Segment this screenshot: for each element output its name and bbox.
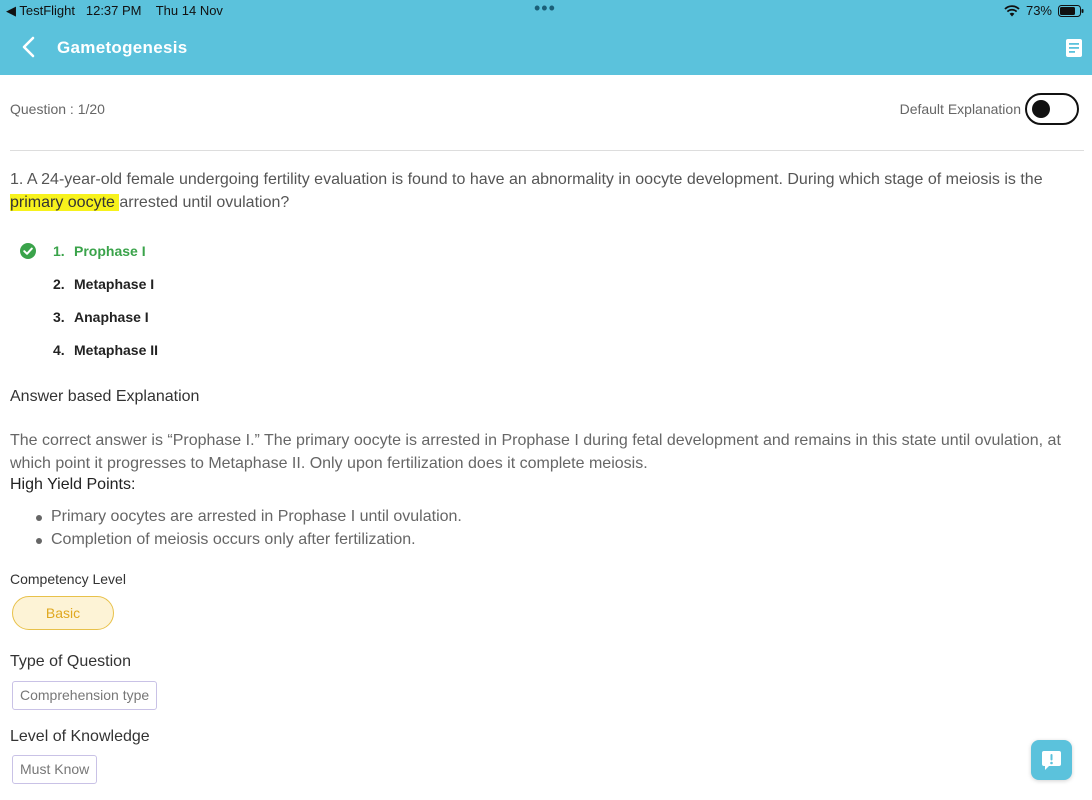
option-4[interactable] [53, 342, 158, 358]
check-circle-icon [20, 243, 36, 259]
multitasking-dots[interactable]: ••• [534, 0, 556, 18]
question-prefix: 1. A 24-year-old female undergoing fertility evaluation is found to have an abnormality in oocyte development. During which stage of meiosis is the [10, 171, 1043, 188]
notes-icon[interactable] [1066, 39, 1082, 57]
question-type-title: Type of Question [10, 653, 131, 670]
option-number: 1. [53, 243, 65, 259]
report-button[interactable] [1031, 740, 1072, 780]
testflight-back-link[interactable]: ◀ TestFlight [6, 3, 76, 18]
report-icon [1041, 750, 1062, 771]
status-time: 12:37 PM [85, 3, 142, 18]
question-counter: Question : 1/20 [10, 101, 105, 117]
explanation-title: Answer based Explanation [10, 388, 200, 405]
highlighted-text[interactable]: primary oocyte [10, 194, 120, 211]
default-explanation-toggle[interactable] [1025, 93, 1079, 125]
status-bar-left [6, 3, 223, 19]
option-label: Metaphase I [74, 276, 155, 292]
status-bar-right [1004, 3, 1084, 18]
option-2[interactable] [53, 276, 154, 292]
option-label: Metaphase II [74, 342, 159, 358]
page-title: Gametogenesis [57, 38, 188, 57]
question-type-tag: Comprehension type [12, 681, 157, 710]
list-item: Completion of meiosis occurs only after fertilization. [36, 528, 462, 551]
high-yield-list [36, 505, 462, 551]
option-label: Prophase I [74, 243, 146, 259]
app-header [0, 0, 1092, 75]
list-item: Primary oocytes are arrested in Prophase I until ovulation. [36, 505, 462, 528]
back-chevron-icon[interactable] [20, 36, 38, 58]
divider [10, 150, 1084, 151]
battery-percent: 73% [1025, 3, 1052, 18]
option-3[interactable] [53, 309, 149, 325]
option-number: 4. [53, 342, 65, 358]
default-explanation-label: Default Explanation [899, 101, 1021, 117]
status-date: Thu 14 Nov [155, 3, 223, 18]
wifi-icon [1004, 5, 1020, 17]
option-number: 3. [53, 309, 65, 325]
toggle-knob [1032, 100, 1050, 118]
competency-title: Competency Level [10, 571, 126, 587]
battery-icon [1058, 5, 1084, 17]
knowledge-level-tag: Must Know [12, 755, 97, 784]
knowledge-level-title: Level of Knowledge [10, 728, 150, 745]
high-yield-title: High Yield Points: [10, 476, 136, 493]
explanation-text: The correct answer is “Prophase I.” The primary oocyte is arrested in Prophase I during fetal development and remains in this state until ovulation, at which point it progresses to Metaphase II. Only upon fertilization does it complete meiosis. [10, 432, 1061, 472]
question-text [10, 168, 1070, 214]
competency-badge: Basic [12, 596, 114, 630]
option-1[interactable] [53, 243, 146, 259]
option-number: 2. [53, 276, 65, 292]
question-suffix: arrested until ovulation? [119, 194, 290, 211]
option-label: Anaphase I [74, 309, 149, 325]
